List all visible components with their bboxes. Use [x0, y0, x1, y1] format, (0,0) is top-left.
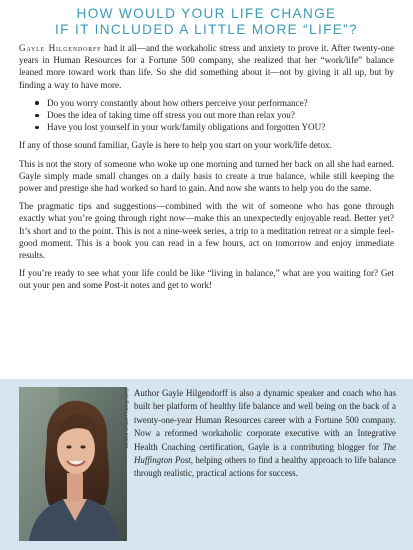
photo-credit: Bellura Grace Photography	[124, 388, 130, 449]
question-item: Do you worry constantly about how others perceive your performance?	[47, 97, 394, 109]
author-name-lead: Gayle Hilgendorff	[19, 43, 102, 53]
headline-line-2: IF IT INCLUDED A LITTLE MORE “LIFE”?	[55, 21, 358, 37]
body-paragraph: The pragmatic tips and suggestions—combined with the wit of someone who has gone through exactly what you’re going through right now—make this an unexpectedly enjoyable read. Better yet? It’s short and to the point. This is not a nine-week series, a trip to a meditation retreat or a simple feel-good moment. This is a book you can read in a few hours, act on tomorrow and enjoy immediate results.	[19, 201, 394, 261]
author-photo	[19, 387, 127, 541]
headline-line-1: HOW WOULD YOUR LIFE CHANGE	[76, 6, 337, 21]
author-bio	[134, 387, 396, 481]
description	[19, 42, 394, 292]
body-paragraph: If any of those sound familiar, Gayle is here to help you start on your work/life detox.	[19, 140, 332, 151]
intro-paragraph	[19, 42, 394, 91]
intro-text: had it all—and the workaholic stress and anxiety to prove it. After twenty-one years in Human Resources for a Fortune 500 company, she realized that her “work/life” balance leaned more toward work than life. So she did something about it—not by giving it all up, but by finding a way to have more.	[19, 43, 394, 90]
author-portrait-image	[19, 387, 127, 541]
bio-text-1: Author Gayle Hilgendorff is also a dynamic speaker and coach who has built her platform of healthy life balance and well being on the back of a twenty-one-year Human Resources career with a Fortune 500 company. Now a reformed workaholic corporate executive with an Integrative Health Coaching certification, Gayle is a contributing blogger for	[134, 388, 396, 452]
body-paragraph: If you’re ready to see what your life could be like “living in balance,” what are you waiting for? Get out your pen and some Post-it notes and get to work!	[19, 268, 394, 291]
headline	[19, 6, 394, 37]
question-list	[19, 97, 394, 134]
body-paragraph: This is not the story of someone who woke up one morning and turned her back on all she had earned. Gayle simply made small changes on a daily basis to create a true balance, while still keeping the power and prestige she had worked so hard to gain. And now she wants to help you do the same.	[19, 158, 394, 194]
question-item: Does the idea of taking time off stress you out more than relax you?	[47, 109, 394, 121]
bio-text-2: , helping others to find a healthy approach to life balance through realistic, practical actions for success.	[134, 455, 396, 479]
bio-publication: The Huffington Post	[134, 441, 396, 466]
question-item: Have you lost yourself in your work/family obligations and forgotten YOU?	[47, 121, 394, 133]
